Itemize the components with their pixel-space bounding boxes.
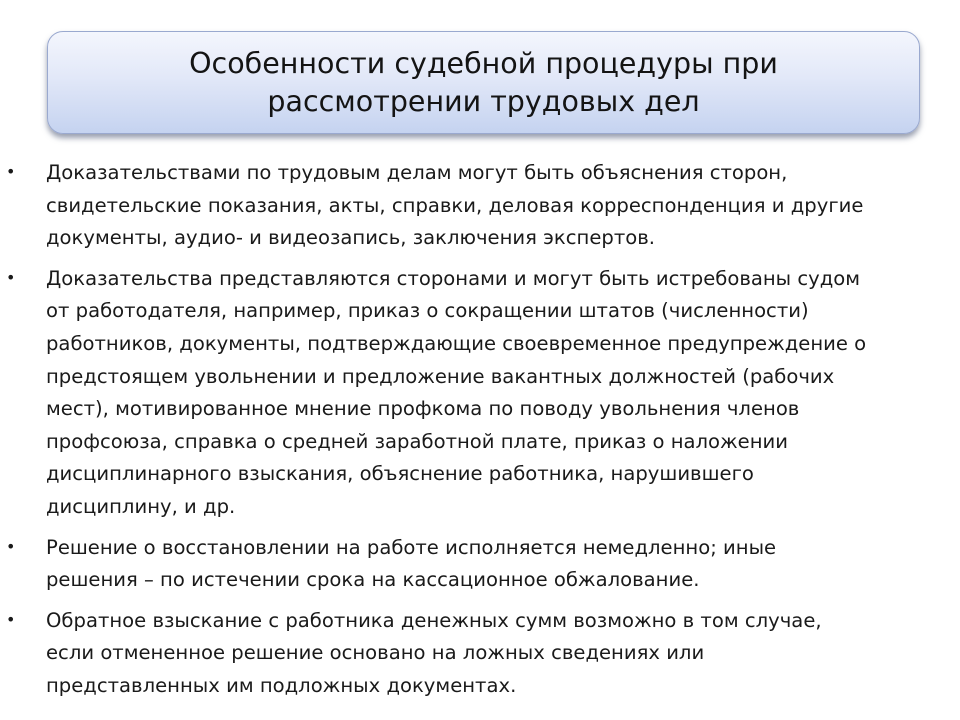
- bullet-line: профсоюза, справка о средней заработной плате, приказ о наложении: [46, 429, 789, 453]
- bullet-line: документы, аудио- и видеозапись, заключения экспертов.: [46, 226, 656, 250]
- bullet-text: [46, 605, 951, 703]
- bullet-item-evidence-submission: [0, 263, 960, 524]
- bullet-line: мест), мотивированное мнение профкома по поводу увольнения членов: [46, 397, 800, 421]
- title-line-2: рассмотрении трудовых дел: [267, 84, 700, 118]
- bullet-text: [46, 263, 951, 524]
- bullet-line: дисциплинарного взыскания, объяснение работника, нарушившего: [46, 462, 754, 486]
- title-line-1: Особенности судебной процедуры при: [189, 46, 778, 80]
- bullet-item-reverse-recovery: [0, 605, 960, 703]
- bullet-line: предстоящем увольнении и предложение вакантных должностей (рабочих: [46, 364, 835, 388]
- bullet-text: [46, 157, 951, 255]
- bullet-item-reinstatement: [0, 532, 960, 597]
- bullet-line: дисциплину, и др.: [46, 494, 236, 518]
- bullet-icon: •: [6, 267, 16, 287]
- bullet-list: [0, 157, 960, 711]
- bullet-line: Решение о восстановлении на работе исполняется немедленно; иные: [46, 535, 777, 559]
- bullet-icon: •: [6, 536, 16, 556]
- slide-title: [189, 45, 778, 121]
- bullet-icon: •: [6, 609, 16, 629]
- bullet-line: Доказательствами по трудовым делам могут быть объяснения сторон,: [46, 161, 788, 184]
- bullet-line: решения – по истечении срока на кассационное обжалование.: [46, 568, 700, 592]
- bullet-item-evidence-types: [0, 157, 960, 255]
- bullet-icon: •: [6, 162, 16, 181]
- bullet-text: [46, 532, 951, 597]
- bullet-line: свидетельские показания, акты, справки, деловая корреспонденция и другие: [46, 193, 864, 217]
- bullet-line: представленных им подложных документах.: [46, 673, 517, 697]
- bullet-line: от работодателя, например, приказ о сокращении штатов (численности): [46, 299, 809, 323]
- title-box: [47, 31, 920, 134]
- bullet-line: Обратное взыскание с работника денежных сумм возможно в том случае,: [46, 608, 822, 632]
- bullet-line: работников, документы, подтверждающие своевременное предупреждение о: [46, 331, 867, 355]
- bullet-line: если отмененное решение основано на ложных сведениях или: [46, 641, 705, 665]
- bullet-line: Доказательства представляются сторонами и могут быть истребованы судом: [46, 266, 861, 290]
